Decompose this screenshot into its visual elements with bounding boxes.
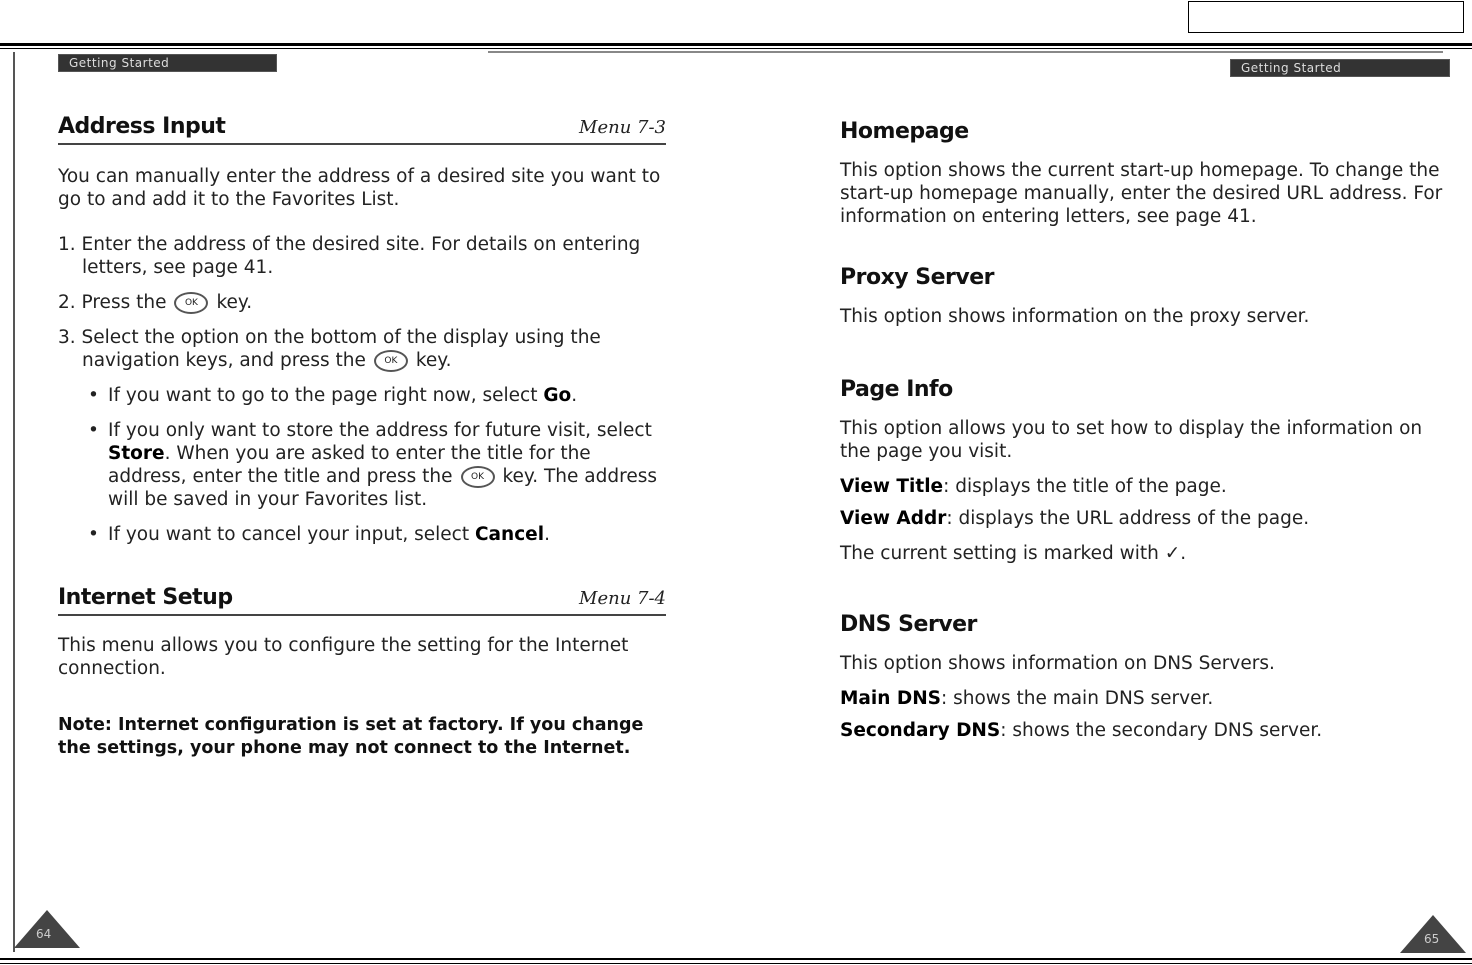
paragraph: This option shows information on DNS Servers. (840, 653, 1275, 674)
paragraph: This menu allows you to configure the setting for the Internet connection. (58, 635, 629, 679)
ok-key-icon: OK (461, 466, 495, 488)
note-text: Internet configuration is set at factory. If you change the settings, your phone may not connect to the Internet. (58, 715, 644, 758)
text: : displays the URL address of the page. (946, 508, 1310, 529)
paragraph: The current setting is marked with ✓. (840, 543, 1187, 564)
list-item: • If you want to cancel your input, select Cancel. (108, 523, 666, 546)
left-margin-line (13, 52, 15, 952)
step-1: 1. Enter the address of the desired site. For details on entering letters, see page 41. (58, 234, 641, 278)
text: : shows the main DNS server. (941, 688, 1214, 709)
bold-term: Cancel (474, 524, 545, 545)
definition (840, 507, 1445, 530)
section-title: Homepage (840, 119, 969, 144)
definition (840, 719, 1445, 742)
bold-term: View Title (840, 476, 944, 497)
section-title: Internet Setup (58, 585, 233, 610)
address-input-heading (58, 115, 666, 145)
section-title: DNS Server (840, 612, 977, 637)
text: : displays the title of the page. (943, 476, 1227, 497)
menu-ref: Menu 7-3 (579, 117, 666, 138)
bold-term: Store (108, 443, 165, 464)
paragraph: This option shows the current start-up homepage. To change the start-up homepage manually, enter the desired URL address. For information on entering letters, see page 41. (840, 160, 1443, 227)
section-title: Proxy Server (840, 265, 995, 290)
section-tab-left: Getting Started (58, 54, 277, 72)
menu-ref: Menu 7-4 (579, 588, 666, 609)
bold-term: View Addr (840, 508, 947, 529)
top-rule-thin (0, 48, 1472, 49)
left-page (58, 115, 666, 760)
internet-setup-heading (58, 586, 666, 616)
right-page (840, 120, 1445, 742)
bottom-rule-thin (0, 963, 1472, 964)
text: key. The address will be saved in your Favorites list. (108, 466, 657, 510)
steps-list (58, 233, 666, 372)
step-3 (58, 326, 666, 372)
options-list (58, 384, 666, 546)
ok-key-icon: OK (374, 350, 408, 372)
text: If you want to go to the page right now, select (108, 385, 544, 406)
top-rule (0, 43, 1472, 46)
step-text: key. (216, 292, 253, 313)
bold-term: Go (543, 385, 572, 406)
page-number-right: 65 (1424, 932, 1440, 946)
right-page-top-line (488, 51, 1443, 53)
definition (840, 475, 1445, 498)
text: . When you are asked to enter the title for the address, enter the title and press the (108, 443, 591, 487)
step-2 (58, 291, 666, 314)
step-text: key. (415, 350, 452, 371)
note (58, 714, 666, 760)
header-box (1188, 1, 1464, 33)
section-tab-right: Getting Started (1230, 59, 1450, 77)
note-label: Note: (58, 715, 112, 735)
paragraph: You can manually enter the address of a desired site you want to go to and add it to the Favorites List. (58, 166, 661, 210)
list-item (108, 419, 666, 511)
paragraph: This option shows information on the proxy server. (840, 306, 1310, 327)
text: If you only want to store the address for future visit, select (108, 420, 652, 441)
bottom-rule (0, 958, 1472, 960)
section-title: Page Info (840, 377, 953, 402)
bold-term: Main DNS (840, 688, 942, 709)
ok-key-icon: OK (174, 292, 208, 314)
list-item: • If you want to go to the page right now, select Go. (108, 384, 666, 407)
step-text: 3. Select the option on the bottom of the display using the navigation keys, and press the (58, 327, 601, 371)
paragraph: This option allows you to set how to display the information on the page you visit. (840, 418, 1423, 462)
text: If you want to cancel your input, select (108, 524, 475, 545)
section-title: Address Input (58, 114, 226, 139)
bold-term: Secondary DNS (840, 720, 1001, 741)
step-text: 2. Press the (58, 292, 167, 313)
text: : shows the secondary DNS server. (1000, 720, 1323, 741)
page-number-left: 64 (36, 927, 52, 941)
definition (840, 687, 1445, 710)
